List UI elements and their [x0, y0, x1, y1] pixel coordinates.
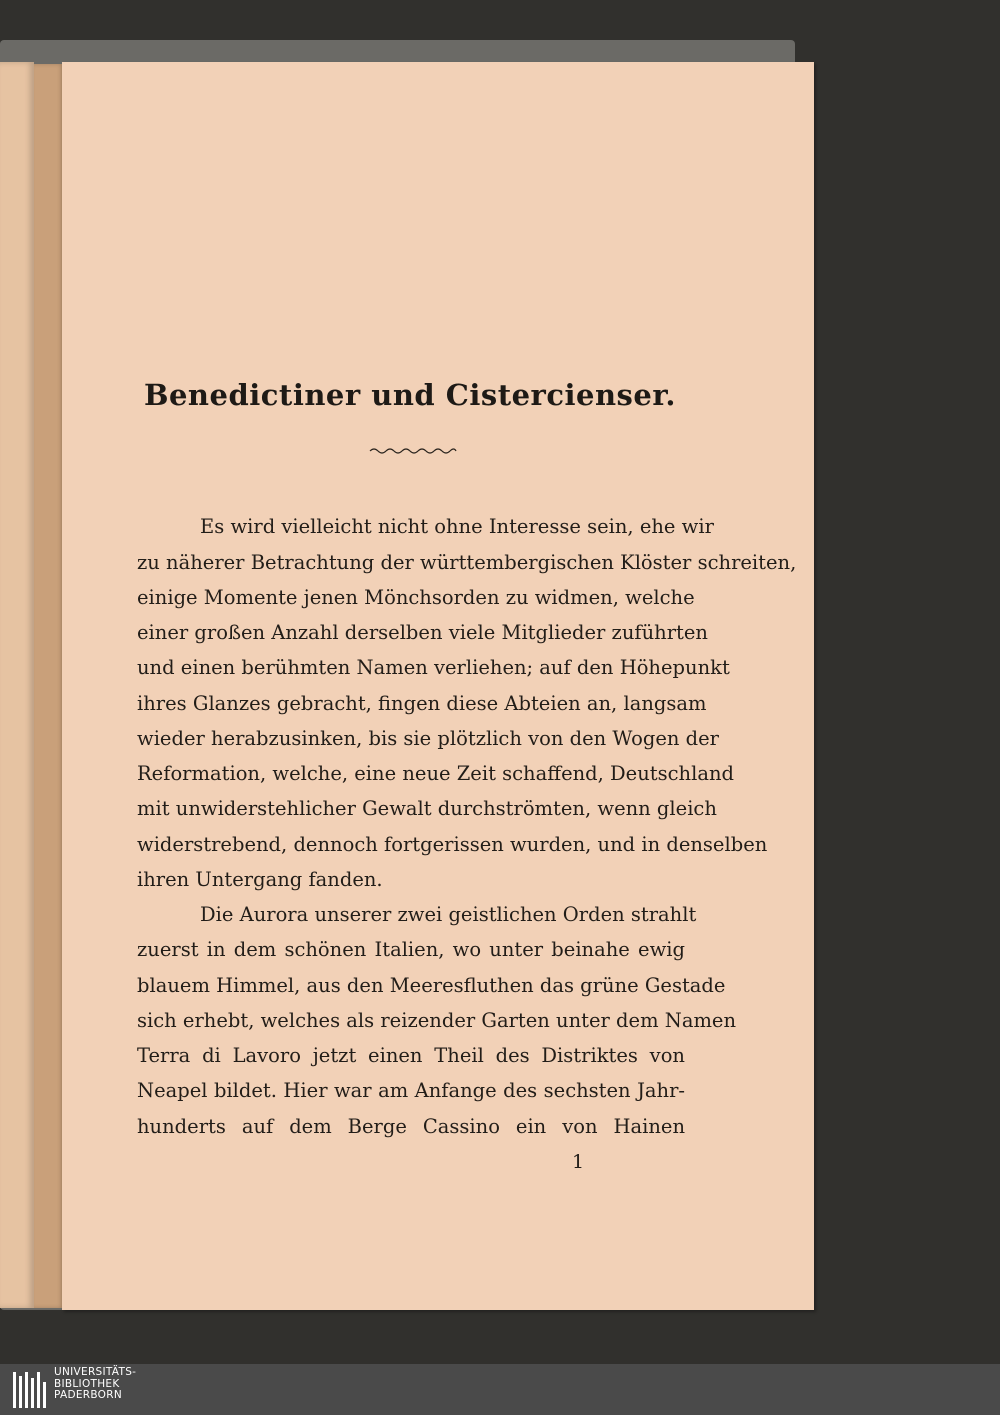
left-page-edge [0, 62, 34, 1308]
text-line: sich erhebt, welches als reizender Garten unter dem Namen [137, 1009, 737, 1032]
text-line: hunderts auf dem Berge Cassino ein von Hainen [137, 1115, 685, 1138]
library-logo-icon [11, 1370, 47, 1410]
text-line: Neapel bildet. Hier war am Anfange des sechsten Jahr- [137, 1079, 685, 1102]
text-line: Es wird vielleicht nicht ohne Interesse sein, ehe wir [200, 515, 714, 538]
text-line: mit unwiderstehlicher Gewalt durchströmten, wenn gleich [137, 797, 717, 820]
text-line: zu näherer Betrachtung der württembergischen Klöster schreiten, [137, 551, 797, 574]
title-ornament [368, 446, 458, 456]
text-line: zuerst in dem schönen Italien, wo unter beinahe ewig [137, 938, 685, 961]
text-line: Die Aurora unserer zwei geistlichen Orden strahlt [200, 903, 697, 926]
text-line: Reformation, welche, eine neue Zeit schaffend, Deutschland [137, 762, 735, 785]
text-line: blauem Himmel, aus den Meeresfluthen das grüne Gestade [137, 974, 726, 997]
text-line: Terra di Lavoro jetzt einen Theil des Distriktes von [137, 1044, 685, 1067]
text-line: und einen berühmten Namen verliehen; auf den Höhepunkt [137, 656, 730, 679]
book-gutter [34, 64, 64, 1308]
library-name-line: PADERBORN [54, 1389, 122, 1401]
chapter-title: Benedictiner und Cistercienser. [143, 378, 677, 412]
library-name[interactable] [54, 1367, 136, 1402]
text-line: einige Momente jenen Mönchsorden zu widmen, welche [137, 586, 695, 609]
library-name-line: UNIVERSITÄTS- [54, 1366, 137, 1378]
text-line: widerstrebend, dennoch fortgerissen wurden, und in denselben [137, 833, 768, 856]
footer-bar [0, 1364, 1000, 1415]
text-line: einer großen Anzahl derselben viele Mitglieder zuführten [137, 621, 708, 644]
library-name-line: BIBLIOTHEK [54, 1377, 120, 1390]
text-line: ihren Untergang fanden. [137, 868, 383, 891]
page-number: 1 [572, 1151, 585, 1173]
text-line: wieder herabzusinken, bis sie plötzlich von den Wogen der [137, 727, 719, 750]
text-line: ihres Glanzes gebracht, fingen diese Abteien an, langsam [137, 692, 707, 715]
